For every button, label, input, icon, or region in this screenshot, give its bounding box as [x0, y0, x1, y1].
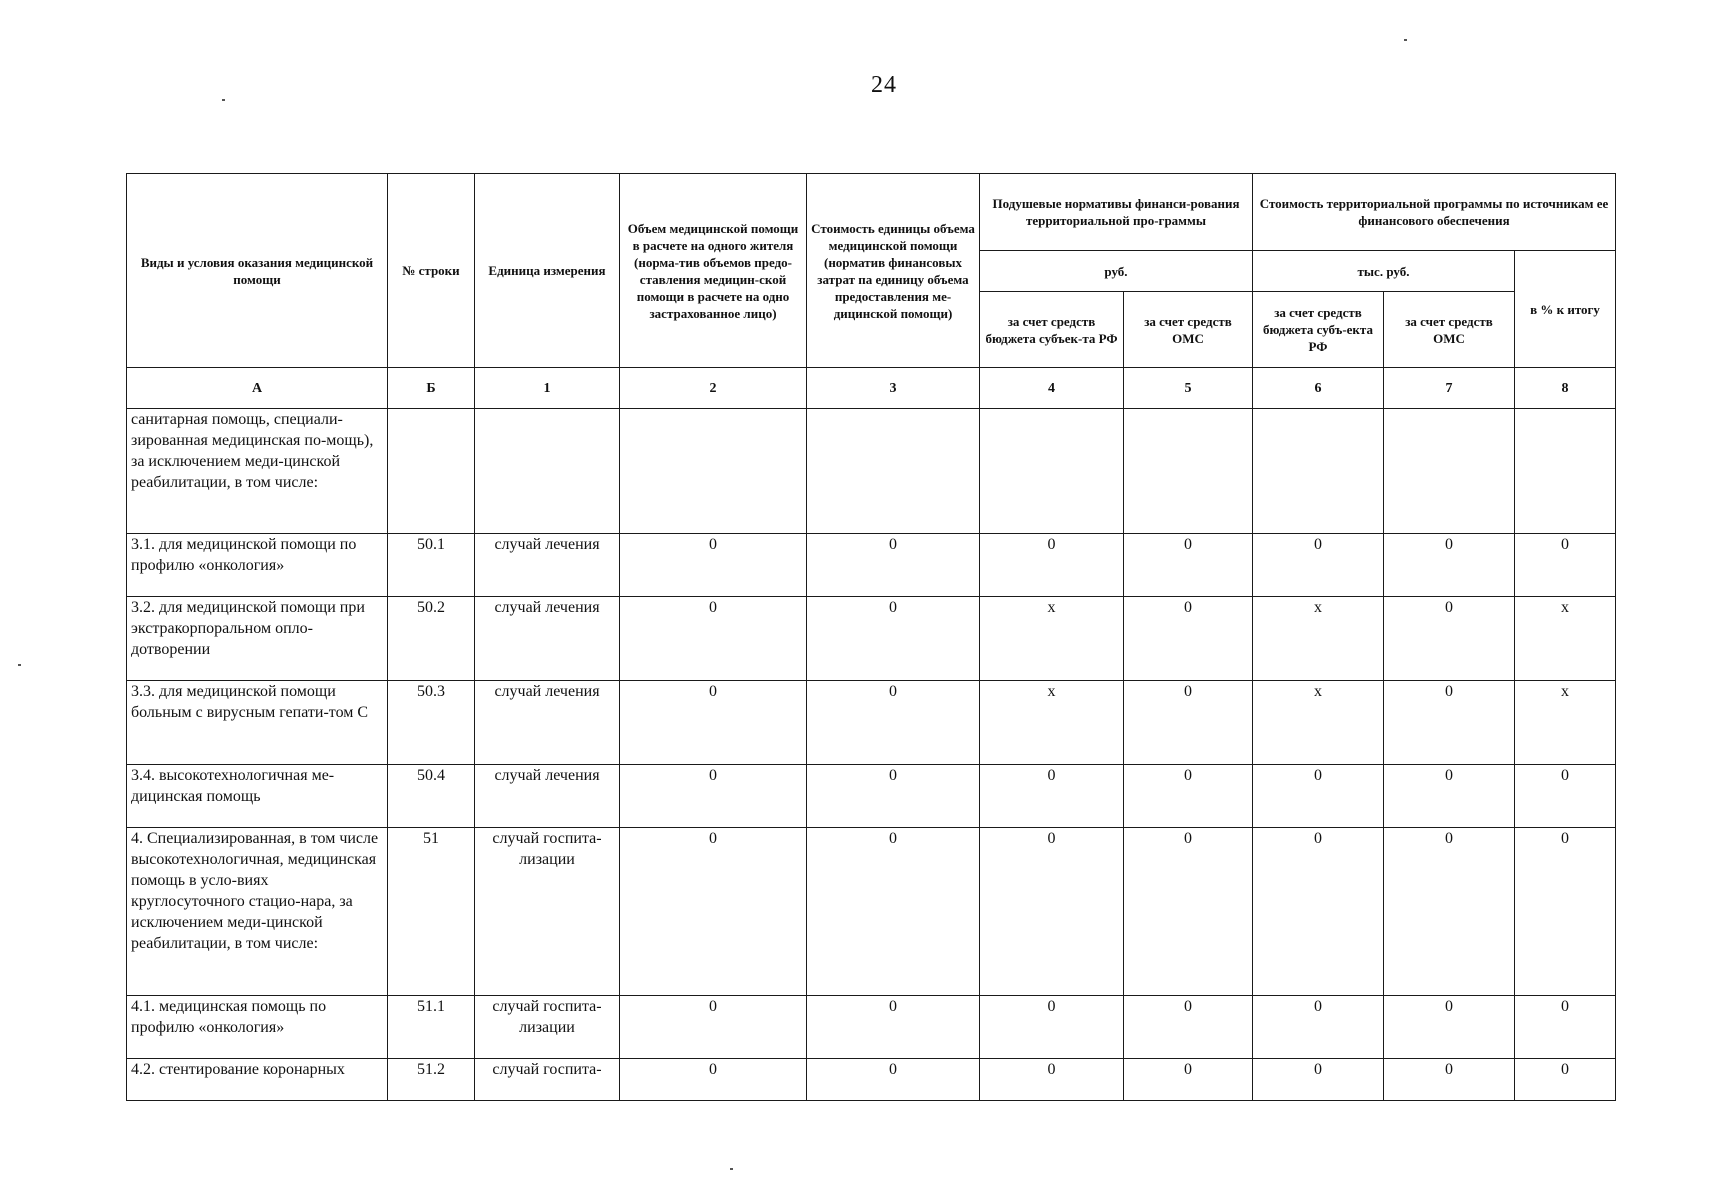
header-col-3: Стоимость единицы объема медицинской помощи (норматив финансовых затрат па единицу объема предоставления ме-дицинской помощи) [807, 174, 980, 368]
row-value: 0 [1253, 534, 1384, 597]
row-number: 50.3 [388, 681, 475, 765]
row-unit: случай госпита-лизации [475, 828, 620, 996]
scan-speck [18, 664, 21, 666]
header-col-1: Единица измерения [475, 174, 620, 368]
header-col-5: за счет средств ОМС [1124, 292, 1253, 368]
index-cell: 2 [620, 368, 807, 409]
row-value: 0 [1124, 597, 1253, 681]
header-group-cost: Стоимость территориальной программы по источникам ее финансового обеспечения [1253, 174, 1616, 251]
row-value: 0 [620, 597, 807, 681]
index-cell: Б [388, 368, 475, 409]
row-value: 0 [620, 534, 807, 597]
header-col-8: в % к итогу [1515, 251, 1616, 368]
row-label: 3.1. для медицинской помощи по профилю «онкология» [127, 534, 388, 597]
table-row [127, 828, 1616, 996]
row-value: 0 [807, 534, 980, 597]
page-number: 24 [871, 72, 897, 98]
index-cell: 1 [475, 368, 620, 409]
row-value: 0 [1124, 996, 1253, 1059]
row-value: 0 [620, 828, 807, 996]
row-value: 0 [1124, 1059, 1253, 1101]
index-cell: 8 [1515, 368, 1616, 409]
row-value: х [1515, 597, 1616, 681]
index-cell: 5 [1124, 368, 1253, 409]
row-value: 0 [1384, 1059, 1515, 1101]
index-cell: 7 [1384, 368, 1515, 409]
row-number: 51 [388, 828, 475, 996]
row-unit [475, 409, 620, 534]
row-number: 50.2 [388, 597, 475, 681]
row-value: 0 [1384, 996, 1515, 1059]
row-unit: случай лечения [475, 765, 620, 828]
scan-speck [222, 99, 225, 101]
row-number: 51.1 [388, 996, 475, 1059]
row-number: 50.1 [388, 534, 475, 597]
row-value: 0 [1515, 765, 1616, 828]
row-value: 0 [980, 534, 1124, 597]
table-row [127, 1059, 1616, 1101]
row-value: х [980, 681, 1124, 765]
index-cell: А [127, 368, 388, 409]
table-row [127, 597, 1616, 681]
table-row [127, 996, 1616, 1059]
row-label: 4.2. стентирование коронарных [127, 1059, 388, 1101]
row-label: 4.1. медицинская помощь по профилю «онкология» [127, 996, 388, 1059]
row-label: санитарная помощь, специали-зированная медицинская по-мощь), за исключением меди-цинской реабилитации, в том числе: [127, 409, 388, 534]
row-value [620, 409, 807, 534]
row-label: 4. Специализированная, в том числе высокотехнологичная, медицинская помощь в усло-виях круглосуточного стацио-нара, за исключением меди-цинской реабилитации, в том числе: [127, 828, 388, 996]
row-value: 0 [1124, 681, 1253, 765]
header-col-b: № строки [388, 174, 475, 368]
row-value: х [1253, 681, 1384, 765]
row-value: х [1253, 597, 1384, 681]
row-value: 0 [807, 597, 980, 681]
row-value: 0 [980, 828, 1124, 996]
row-value: 0 [1253, 996, 1384, 1059]
row-value: 0 [807, 1059, 980, 1101]
row-value: 0 [1124, 534, 1253, 597]
row-value: 0 [1515, 534, 1616, 597]
index-cell: 6 [1253, 368, 1384, 409]
row-value: 0 [1515, 1059, 1616, 1101]
row-value: 0 [1384, 765, 1515, 828]
row-value: 0 [1253, 828, 1384, 996]
row-unit: случай госпита- [475, 1059, 620, 1101]
table-row [127, 409, 1616, 534]
row-value [807, 409, 980, 534]
row-value: х [1515, 681, 1616, 765]
row-value: 0 [1384, 534, 1515, 597]
table-row [127, 534, 1616, 597]
row-unit: случай лечения [475, 681, 620, 765]
row-unit: случай лечения [475, 597, 620, 681]
row-label: 3.2. для медицинской помощи при экстракорпоральном опло-дотворении [127, 597, 388, 681]
row-value: 0 [807, 681, 980, 765]
header-col-a: Виды и условия оказания медицинской помощи [127, 174, 388, 368]
row-value: 0 [980, 996, 1124, 1059]
row-value [980, 409, 1124, 534]
row-number: 51.2 [388, 1059, 475, 1101]
row-value: 0 [620, 996, 807, 1059]
row-label: 3.3. для медицинской помощи больным с вирусным гепати-том С [127, 681, 388, 765]
row-value [1253, 409, 1384, 534]
financing-table [126, 173, 1616, 1101]
index-cell: 4 [980, 368, 1124, 409]
header-col-2: Объем медицинской помощи в расчете на одного жителя (норма-тив объемов предо-ставления медицин-ской помощи в расчете на одно застрахованное лицо) [620, 174, 807, 368]
row-value: 0 [620, 1059, 807, 1101]
header-unit-thousand-rub: тыс. руб. [1253, 251, 1515, 292]
row-number [388, 409, 475, 534]
row-value: 0 [807, 765, 980, 828]
header-col-4: за счет средств бюджета субъек-та РФ [980, 292, 1124, 368]
row-value [1515, 409, 1616, 534]
row-value: 0 [1124, 765, 1253, 828]
row-value: 0 [1384, 828, 1515, 996]
row-value: 0 [620, 765, 807, 828]
row-value: 0 [807, 828, 980, 996]
row-value: 0 [1384, 597, 1515, 681]
index-cell: 3 [807, 368, 980, 409]
row-value: 0 [1515, 996, 1616, 1059]
row-value: 0 [807, 996, 980, 1059]
row-value: 0 [1515, 828, 1616, 996]
scan-speck [1404, 39, 1407, 41]
row-value [1124, 409, 1253, 534]
header-unit-rub: руб. [980, 251, 1253, 292]
row-value: 0 [980, 765, 1124, 828]
table-row [127, 765, 1616, 828]
header-col-7: за счет средств ОМС [1384, 292, 1515, 368]
row-value: 0 [1253, 765, 1384, 828]
header-col-6: за счет средств бюджета субъ-екта РФ [1253, 292, 1384, 368]
table-row [127, 681, 1616, 765]
row-number: 50.4 [388, 765, 475, 828]
row-value: 0 [980, 1059, 1124, 1101]
row-value: 0 [620, 681, 807, 765]
row-value: 0 [1124, 828, 1253, 996]
scan-speck [730, 1168, 733, 1170]
header-group-percapita: Подушевые нормативы финанси-рования территориальной про-граммы [980, 174, 1253, 251]
row-value: 0 [1384, 681, 1515, 765]
row-unit: случай лечения [475, 534, 620, 597]
row-label: 3.4. высокотехнологичная ме-дицинская помощь [127, 765, 388, 828]
row-value: х [980, 597, 1124, 681]
row-value [1384, 409, 1515, 534]
row-unit: случай госпита-лизации [475, 996, 620, 1059]
row-value: 0 [1253, 1059, 1384, 1101]
